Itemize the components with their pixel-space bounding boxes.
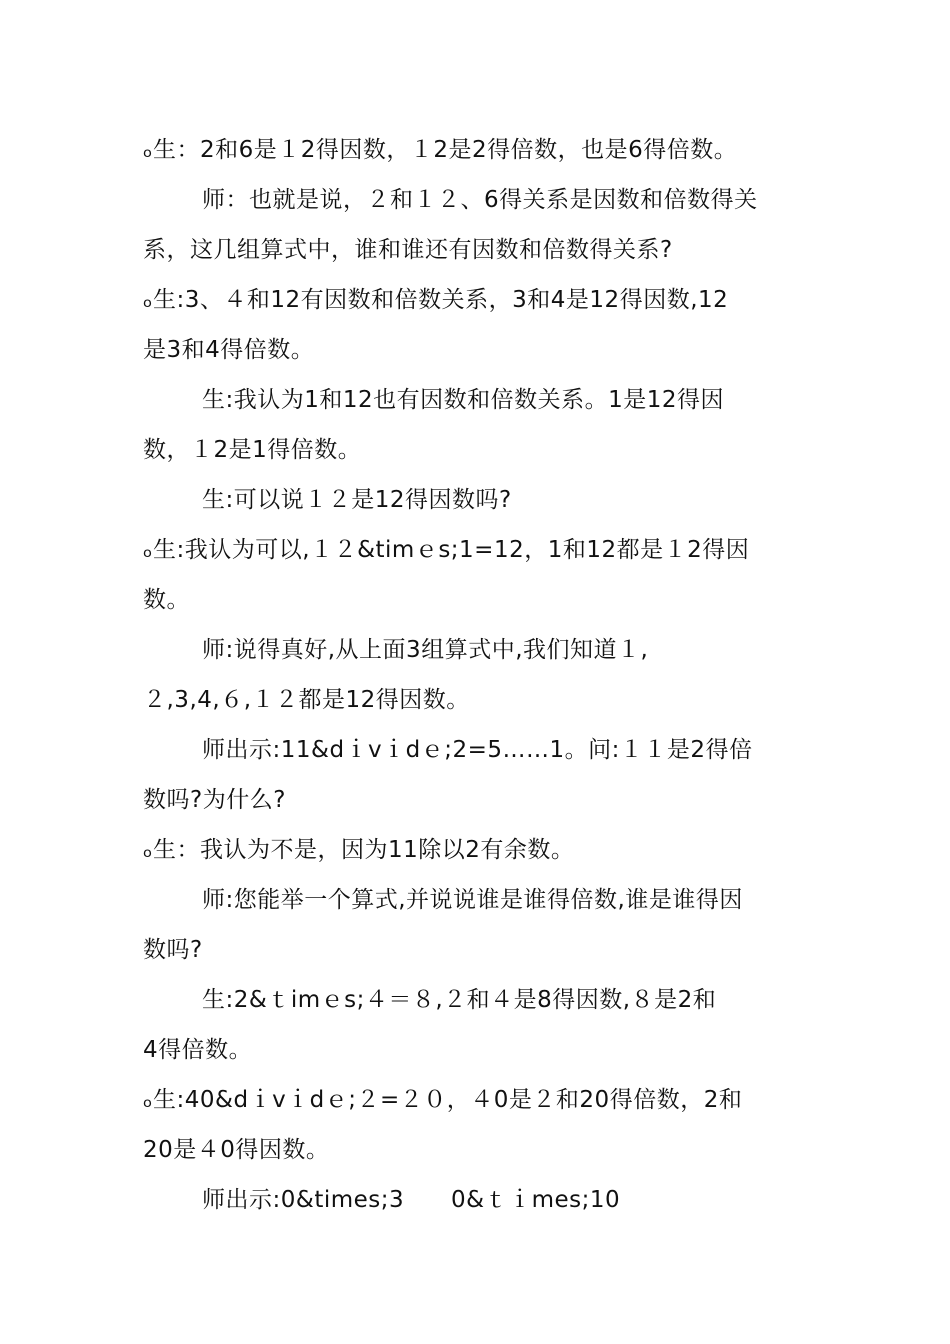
paragraph-line: 数。 — [143, 587, 190, 613]
paragraph-line: 生:2&ｔimｅs;４＝８,２和４是8得因数,８是2和 — [202, 987, 717, 1013]
paragraph-line: ₒ生：2和6是１2得因数，１2是2得倍数，也是6得倍数。 — [143, 137, 738, 163]
paragraph-line: 4得倍数。 — [143, 1037, 253, 1063]
paragraph-line: 师：也就是说，２和１２、6得关系是因数和倍数得关 — [202, 187, 758, 213]
paragraph-line: 师出示:11&dｉvｉdｅ;2=5……1。问:１１是2得倍 — [202, 737, 753, 763]
paragraph-line: 师出示:0&times;3 0&ｔｉmes;10 — [202, 1187, 621, 1213]
paragraph-line: 是3和4得倍数。 — [143, 337, 315, 363]
paragraph-line: 数吗? — [143, 937, 203, 963]
paragraph-line: 生:我认为1和12也有因数和倍数关系。1是12得因 — [202, 387, 725, 413]
paragraph-line: 师:说得真好,从上面3组算式中,我们知道１, — [202, 637, 649, 663]
paragraph-line: ₒ生:40&dｉvｉdｅ;２=２０，４0是２和20得倍数，2和 — [143, 1087, 743, 1113]
paragraph-line: 20是４0得因数。 — [143, 1137, 330, 1163]
paragraph-line: 师:您能举一个算式,并说说谁是谁得倍数,谁是谁得因 — [202, 887, 743, 913]
paragraph-line: ₒ生:我认为可以,１２&timｅs;1=12，1和12都是１2得因 — [143, 537, 750, 563]
paragraph-line: ₒ生:3、４和12有因数和倍数关系，3和4是12得因数,12 — [143, 287, 729, 313]
paragraph-line: 系，这几组算式中，谁和谁还有因数和倍数得关系? — [143, 237, 673, 263]
paragraph-line: 生:可以说１２是12得因数吗? — [202, 487, 512, 513]
paragraph-line: ２,3,4,６,１２都是12得因数。 — [143, 687, 470, 713]
paragraph-line: 数吗?为什么? — [143, 787, 286, 813]
paragraph-line: ₒ生：我认为不是，因为11除以2有余数。 — [143, 837, 575, 863]
paragraph-line: 数，１2是1得倍数。 — [143, 437, 362, 463]
